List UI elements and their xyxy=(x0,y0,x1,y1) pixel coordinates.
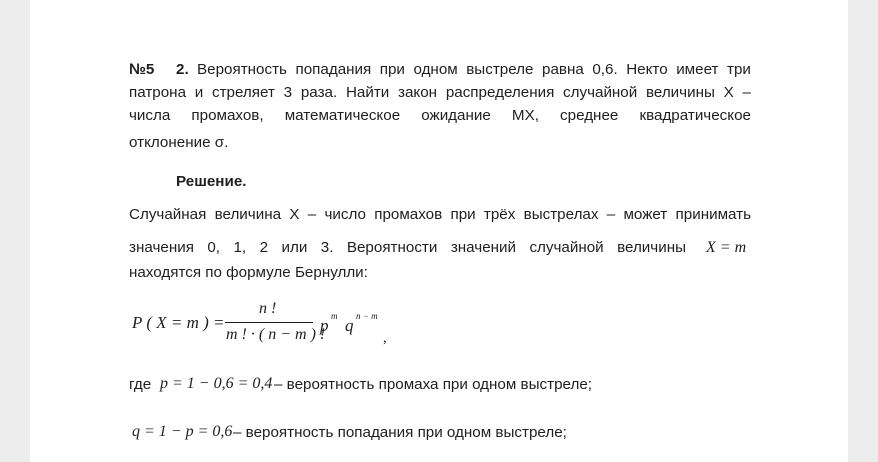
solution-heading: Решение. xyxy=(176,173,247,190)
q-formula: q = 1 − p = 0,6 xyxy=(132,423,233,440)
random-variable-equals-m: X = m xyxy=(706,239,747,256)
formula-q-exponent: n − m xyxy=(356,311,378,321)
formula-p-base: p xyxy=(320,316,329,335)
p-line-text: – вероятность промаха при одном выстреле; xyxy=(274,376,592,393)
problem-line-3: числа промахов, математическое ожидание МХ, среднее квадратическое xyxy=(129,107,751,124)
problem-line-1: Вероятность попадания при одном выстреле равна 0,6. Некто имеет три xyxy=(197,61,751,78)
p-line-prefix: где xyxy=(129,376,152,393)
formula-numerator: n ! xyxy=(259,300,277,317)
solution-line-1: Случайная величина Х – число промахов при трёх выстрелах – может принимать xyxy=(129,206,751,223)
formula-denominator: m ! · ( n − m ) ! xyxy=(226,326,326,343)
solution-line-3: находятся по формуле Бернулли: xyxy=(129,264,368,281)
p-formula: p = 1 − 0,6 = 0,4 xyxy=(160,375,273,392)
fraction-bar xyxy=(225,322,313,323)
formula-p-exponent: m xyxy=(331,311,338,321)
task-number: 2. xyxy=(176,61,189,78)
formula-trailing-comma: , xyxy=(383,330,387,346)
problem-line-2: патрона и стреляет 3 раза. Найти закон распределения случайной величины Х – xyxy=(129,84,751,101)
formula-q-base: q xyxy=(345,316,354,335)
problem-number: №5 xyxy=(129,61,155,78)
problem-line-4: отклонение σ. xyxy=(129,134,229,151)
formula-lhs: P ( X = m ) = xyxy=(132,313,225,332)
solution-line-2: значения 0, 1, 2 или 3. Вероятности значений случайной величины xyxy=(129,239,686,256)
q-line-text: – вероятность попадания при одном выстреле; xyxy=(233,424,567,441)
